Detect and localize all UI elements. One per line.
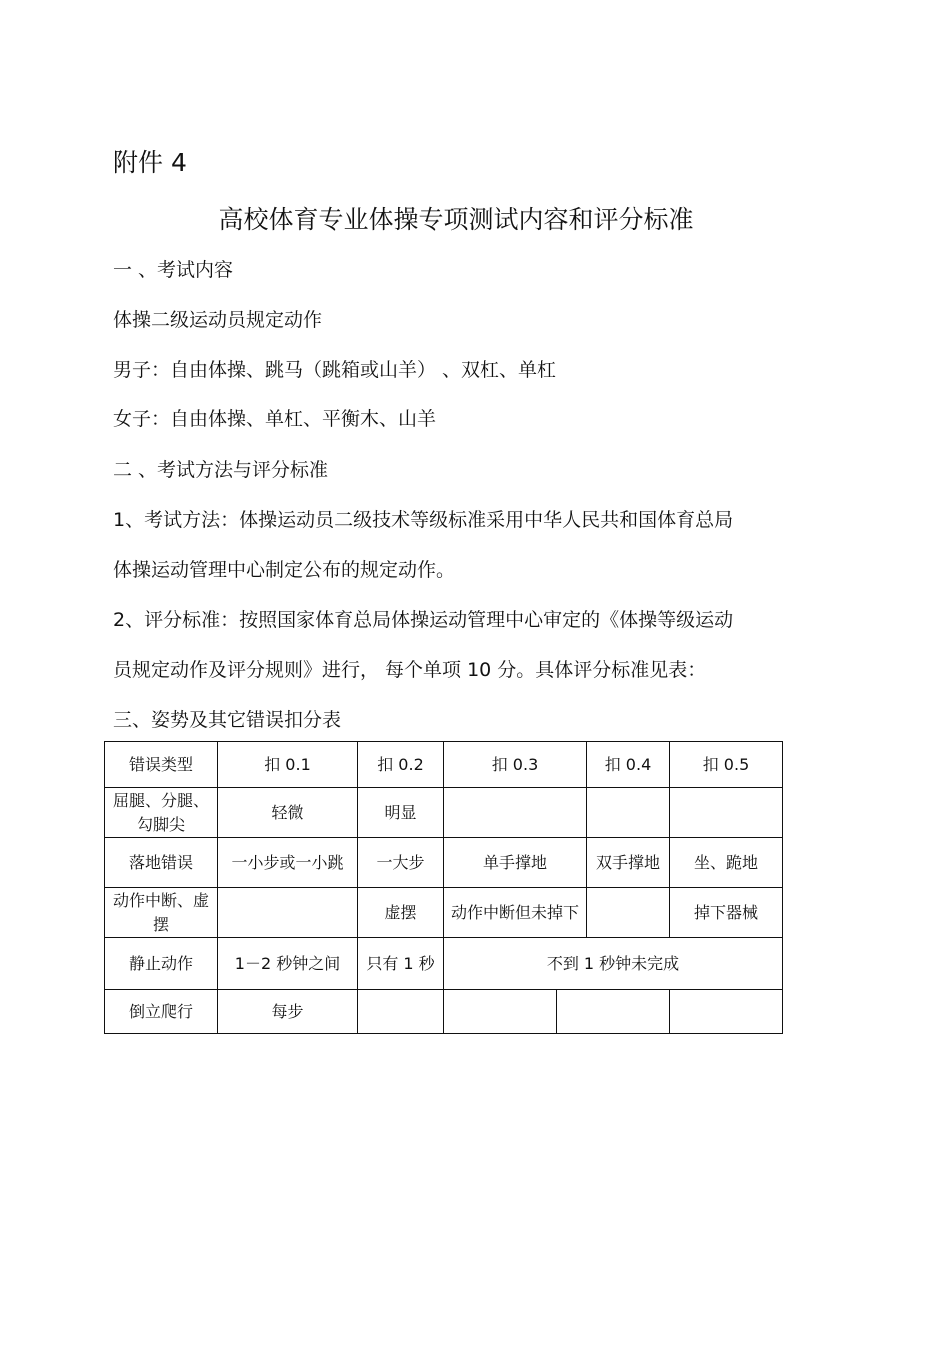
table-cell: [587, 788, 670, 838]
table-row: [105, 838, 783, 888]
table-cell: 动作中断、虚摆: [105, 888, 218, 938]
table-header-cell: 扣 0.2: [358, 742, 444, 788]
table-cell: 轻微: [218, 788, 358, 838]
table-cell: [670, 788, 783, 838]
table-cell: 双手撑地: [587, 838, 670, 888]
deduction-table: [104, 741, 783, 1034]
table-header-cell: 扣 0.1: [218, 742, 358, 788]
table-cell: 每步: [218, 990, 358, 1034]
table-cell: 屈腿、分腿、勾脚尖: [105, 788, 218, 838]
table-cell: 不到 1 秒钟未完成: [444, 938, 783, 990]
table-row: [105, 888, 783, 938]
table-header-row: [105, 742, 783, 788]
paragraph-scoring-line2: 员规定动作及评分规则》进行， 每个单项 10 分。具体评分标准见表：: [113, 659, 707, 681]
text-line-men: 男子：自由体操、跳马（跳箱或山羊） 、双杠、单杠: [113, 359, 557, 381]
table-header-cell: 扣 0.5: [670, 742, 783, 788]
paragraph-method-line1: 1、考试方法：体操运动员二级技术等级标准采用中华人民共和国体育总局: [113, 509, 734, 531]
table-header-cell: 扣 0.3: [444, 742, 587, 788]
table-cell: [670, 990, 783, 1034]
table-cell: [358, 990, 444, 1034]
section-heading-method: 二 、考试方法与评分标准: [113, 459, 329, 481]
table-cell: 一大步: [358, 838, 444, 888]
table-header-cell: 错误类型: [105, 742, 218, 788]
table-cell: [557, 990, 670, 1034]
table-row: [105, 938, 783, 990]
section-heading-exam-content: 一 、考试内容: [113, 259, 234, 281]
table-cell: 只有 1 秒: [358, 938, 444, 990]
table-cell: 一小步或一小跳: [218, 838, 358, 888]
paragraph-scoring-line1: 2、评分标准：按照国家体育总局体操运动管理中心审定的《体操等级运动: [113, 609, 734, 631]
paragraph-method-line2: 体操运动管理中心制定公布的规定动作。: [113, 559, 456, 581]
table-cell: 落地错误: [105, 838, 218, 888]
table-row: [105, 990, 783, 1034]
text-line: 体操二级运动员规定动作: [113, 309, 323, 331]
table-cell: [218, 888, 358, 938]
table-cell: 动作中断但未掉下: [444, 888, 587, 938]
table-cell: 掉下器械: [670, 888, 783, 938]
table-cell: 虚摆: [358, 888, 444, 938]
table-cell: 静止动作: [105, 938, 218, 990]
table-cell: 坐、跪地: [670, 838, 783, 888]
table-cell: [444, 990, 557, 1034]
table-cell: 单手撑地: [444, 838, 587, 888]
table-row: [105, 788, 783, 838]
document-title: 高校体育专业体操专项测试内容和评分标准: [218, 205, 694, 234]
table-header-cell: 扣 0.4: [587, 742, 670, 788]
table-cell: [587, 888, 670, 938]
table-cell: 明显: [358, 788, 444, 838]
text-line-women: 女子：自由体操、单杠、平衡木、山羊: [113, 408, 437, 430]
table-cell: [444, 788, 587, 838]
attachment-label: 附件 4: [113, 148, 187, 177]
table-cell: 倒立爬行: [105, 990, 218, 1034]
section-heading-deduction-table: 三、姿势及其它错误扣分表: [113, 709, 342, 731]
table-cell: 1－2 秒钟之间: [218, 938, 358, 990]
